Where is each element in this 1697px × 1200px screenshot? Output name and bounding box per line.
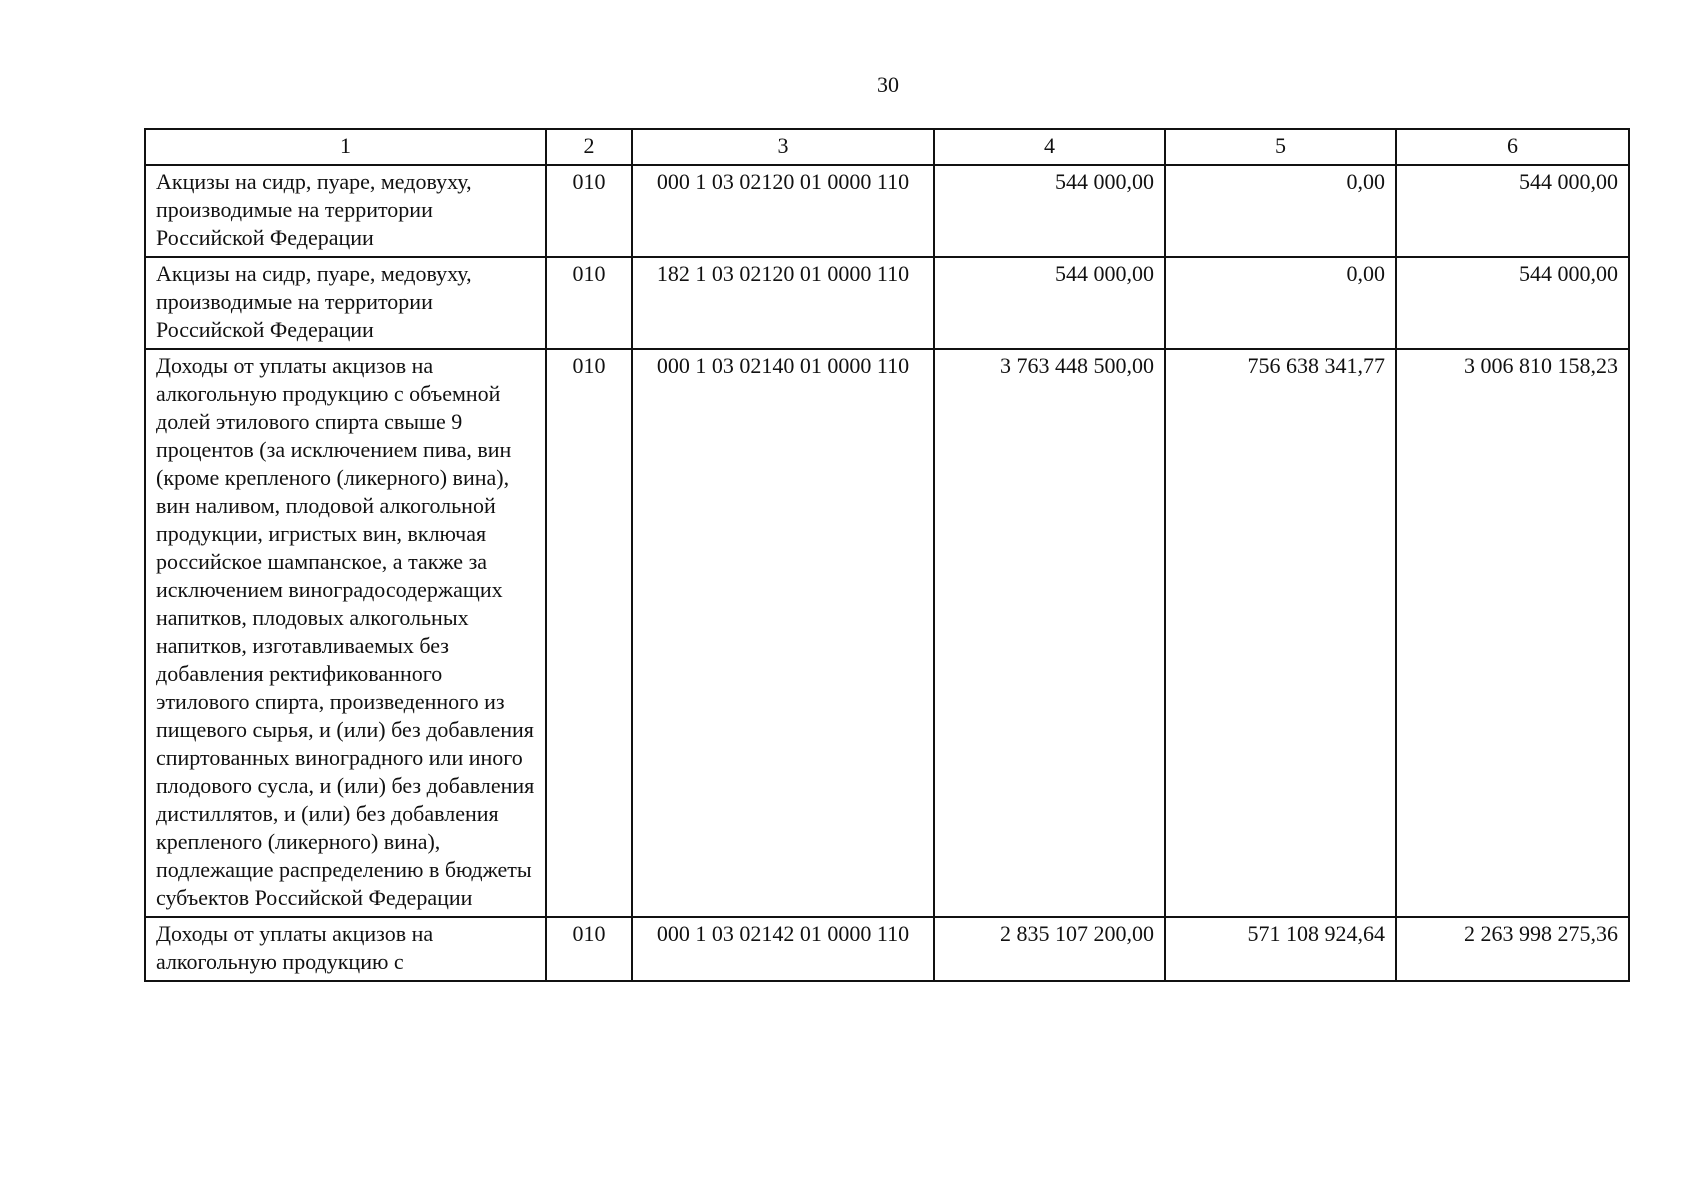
table-row: [145, 257, 1629, 349]
row-unexecuted: 544 000,00: [1396, 257, 1629, 349]
row-budget-code: 182 1 03 02120 01 0000 110: [632, 257, 934, 349]
row-unexecuted: 2 263 998 275,36: [1396, 917, 1629, 981]
column-header-5: 5: [1165, 129, 1396, 165]
row-line-code: 010: [546, 257, 632, 349]
row-approved: 2 835 107 200,00: [934, 917, 1165, 981]
row-line-code: 010: [546, 349, 632, 917]
row-budget-code: 000 1 03 02120 01 0000 110: [632, 165, 934, 257]
row-executed: 0,00: [1165, 257, 1396, 349]
table-row: [145, 349, 1629, 917]
table-row: [145, 917, 1629, 981]
row-line-code: 010: [546, 917, 632, 981]
row-approved: 544 000,00: [934, 165, 1165, 257]
row-approved: 544 000,00: [934, 257, 1165, 349]
column-number-row: [145, 129, 1629, 165]
column-header-4: 4: [934, 129, 1165, 165]
column-header-1: 1: [145, 129, 546, 165]
row-executed: 756 638 341,77: [1165, 349, 1396, 917]
row-name: Акцизы на сидр, пуаре, медовуху, производимые на территории Российской Федерации: [145, 165, 546, 257]
row-budget-code: 000 1 03 02140 01 0000 110: [632, 349, 934, 917]
row-name: Акцизы на сидр, пуаре, медовуху, производимые на территории Российской Федерации: [145, 257, 546, 349]
row-unexecuted: 544 000,00: [1396, 165, 1629, 257]
row-unexecuted: 3 006 810 158,23: [1396, 349, 1629, 917]
row-line-code: 010: [546, 165, 632, 257]
row-approved: 3 763 448 500,00: [934, 349, 1165, 917]
column-header-6: 6: [1396, 129, 1629, 165]
row-executed: 0,00: [1165, 165, 1396, 257]
row-name: Доходы от уплаты акцизов на алкогольную продукцию с объемной долей этилового спирта свыше 9 процентов (за исключением пива, вин (кроме крепленого (ликерного) вина), вин наливом, плодовой алкогольной продукции, игристых вин, включая российское шампанское, а также за исключением виноградосодержащих напитков, плодовых алкогольных напитков, изготавливаемых без добавления ректификованного этилового спирта, произведенного из пищевого сырья, и (или) без добавления спиртованных виноградного или иного плодового сусла, и (или) без добавления дистиллятов, и (или) без добавления крепленого (ликерного) вина), подлежащие распределению в бюджеты субъектов Российской Федерации: [145, 349, 546, 917]
row-budget-code: 000 1 03 02142 01 0000 110: [632, 917, 934, 981]
table-row: [145, 165, 1629, 257]
column-header-2: 2: [546, 129, 632, 165]
row-name: Доходы от уплаты акцизов на алкогольную продукцию с: [145, 917, 546, 981]
page-number: 30: [877, 72, 899, 97]
revenue-table: [144, 128, 1630, 982]
row-executed: 571 108 924,64: [1165, 917, 1396, 981]
column-header-3: 3: [632, 129, 934, 165]
